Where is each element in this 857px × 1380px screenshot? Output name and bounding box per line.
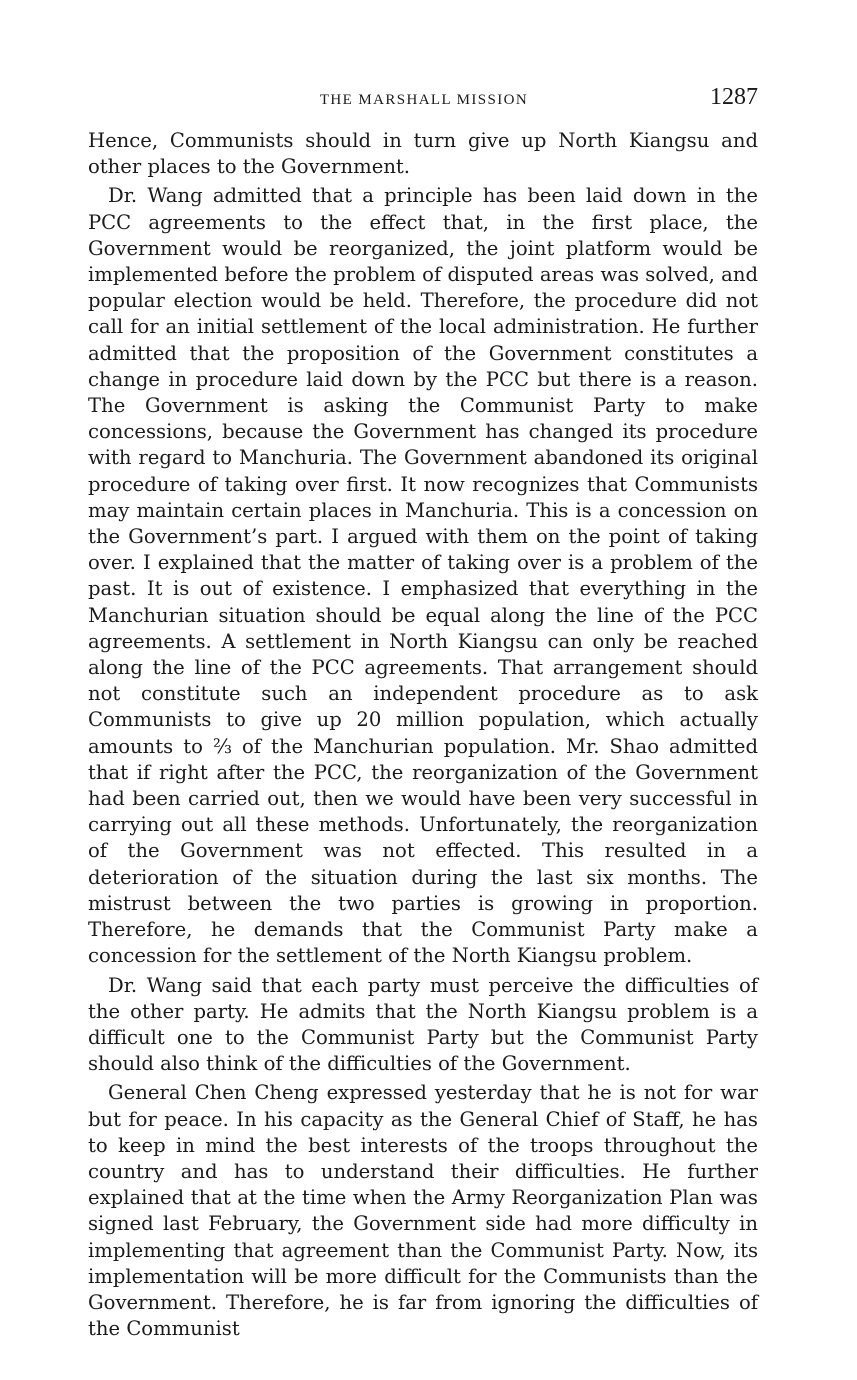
body-text bbox=[88, 128, 758, 1345]
paragraph-continuation: Hence, Communists should in turn give up North Kiangsu and other places to the Government. bbox=[88, 129, 758, 179]
running-head: THE MARSHALL MISSION bbox=[319, 92, 529, 108]
paragraph-wang-admitted: Dr. Wang admitted that a principle has been laid down in the PCC agreements to the effect that, in the first place, the Government would be reorganized, the joint platform would be implemented before the problem of disputed areas was solved, and popular election would be held. Therefore, the procedure did not call for an initial settlement of the local administration. He further admitted that the proposition of the Government constitutes a change in procedure laid down by the PCC but there is a reason. The Government is asking the Communist Party to make concessions, because the Government has changed its procedure with regard to Manchuria. The Government abandoned its original procedure of taking over first. It now recognizes that Communists may maintain certain places in Manchuria. This is a concession on the Government’s part. I argued with them on the point of taking over. I explained that the matter of taking over is a problem of the past. It is out of existence. I emphasized that everything in the Manchurian situation should be equal along the line of the PCC agreements. A settlement in North Kiangsu can only be reached along the line of the PCC agreements. That arrangement should not constitute such an independent procedure as to ask Communists to give up 20 million population, which actually amounts to ⅔ of the Manchurian population. Mr. Shao admitted that if right after the PCC, the reorganization of the Government had been carried out, then we would have been very successful in carrying out all these methods. Unfortunately, the reorganization of the Government was not effected. This resulted in a deterioration of the situation during the last six months. The mistrust between the two parties is growing in proportion. Therefore, he demands that the Communist Party make a concession for the settlement of the North Kiangsu problem. bbox=[88, 184, 758, 968]
page-number: 1287 bbox=[710, 84, 758, 110]
page-header bbox=[88, 84, 760, 118]
paragraph-chen-cheng: General Chen Cheng expressed yesterday that he is not for war but for peace. In his capacity as the General Chief of Staff, he has to keep in mind the best interests of the troops throughout the country and has to understand their difficulties. He further explained that at the time when the Army Reorganization Plan was signed last February, the Government side had more difficulty in implementing that agreement than the Communist Party. Now, its implementation will be more difficult for the Communists than the Government. Therefore, he is far from ignoring the difficulties of the Communist bbox=[88, 1081, 758, 1341]
paragraph-wang-difficulties: Dr. Wang said that each party must perceive the difficulties of the other party. He admits that the North Kiangsu problem is a difficult one to the Communist Party but the Communist Party should also think of the difficulties of the Government. bbox=[88, 973, 758, 1076]
